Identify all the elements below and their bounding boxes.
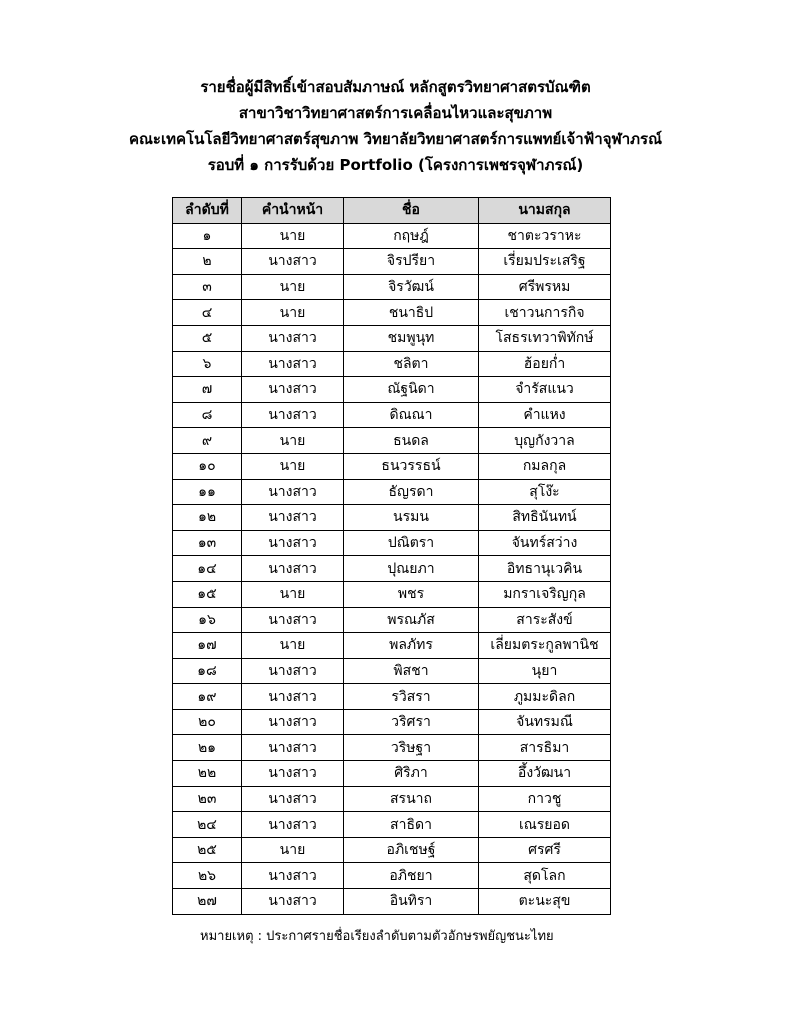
cell-order: ๔ xyxy=(173,300,242,326)
table-row xyxy=(173,709,611,735)
cell-prefix: นางสาว xyxy=(242,863,344,889)
cell-first-name: กฤษฎ์ xyxy=(344,223,479,249)
table-row xyxy=(173,581,611,607)
table-row xyxy=(173,658,611,684)
title-line: รอบที่ ๑ การรับด้วย Portfolio (โครงการเพชรจุฬาภรณ์) xyxy=(207,156,584,174)
cell-prefix: นางสาว xyxy=(242,325,344,351)
cell-order: ๑๓ xyxy=(173,530,242,556)
cell-order: ๑๘ xyxy=(173,658,242,684)
cell-prefix: นาย xyxy=(242,837,344,863)
cell-first-name: ธนดล xyxy=(344,428,479,454)
cell-first-name: อภิชยา xyxy=(344,863,479,889)
cell-order: ๒๗ xyxy=(173,889,242,915)
table-row xyxy=(173,633,611,659)
header-first-name: ชื่อ xyxy=(344,198,479,224)
table-body xyxy=(173,223,611,914)
cell-order: ๒๓ xyxy=(173,786,242,812)
cell-order: ๗ xyxy=(173,377,242,403)
cell-last-name: อิทธานุเวคิน xyxy=(479,556,611,582)
cell-order: ๑๔ xyxy=(173,556,242,582)
cell-order: ๑๖ xyxy=(173,607,242,633)
cell-prefix: นางสาว xyxy=(242,709,344,735)
cell-last-name: กาวชู xyxy=(479,786,611,812)
cell-order: ๑๐ xyxy=(173,453,242,479)
cell-prefix: นางสาว xyxy=(242,556,344,582)
cell-first-name: พลภัทร xyxy=(344,633,479,659)
cell-first-name: วริศรา xyxy=(344,709,479,735)
table-row xyxy=(173,837,611,863)
table-row xyxy=(173,735,611,761)
cell-prefix: นาย xyxy=(242,223,344,249)
table-row xyxy=(173,274,611,300)
cell-last-name: เชาวนการกิจ xyxy=(479,300,611,326)
cell-first-name: ธัญรดา xyxy=(344,479,479,505)
cell-last-name: ศรศรี xyxy=(479,837,611,863)
title-line: คณะเทคโนโลยีวิทยาศาสตร์สุขภาพ วิทยาลัยวิทยาศาสตร์การแพทย์เจ้าฟ้าจุฬาภรณ์ xyxy=(128,130,663,148)
cell-prefix: นางสาว xyxy=(242,786,344,812)
table-row xyxy=(173,889,611,915)
cell-last-name: เลี่ยมตระกูลพานิช xyxy=(479,633,611,659)
cell-prefix: นางสาว xyxy=(242,249,344,275)
footnote: หมายเหตุ : ประกาศรายชื่อเรียงลำดับตามตัวอักษรพยัญชนะไทย xyxy=(200,929,554,944)
cell-first-name: ชลิตา xyxy=(344,351,479,377)
cell-last-name: คำแหง xyxy=(479,402,611,428)
cell-prefix: นาย xyxy=(242,428,344,454)
cell-first-name: จิรวัฒน์ xyxy=(344,274,479,300)
cell-first-name: ชนาธิป xyxy=(344,300,479,326)
cell-last-name: ภูมมะดิลก xyxy=(479,684,611,710)
cell-order: ๒๒ xyxy=(173,761,242,787)
table-header-row xyxy=(173,198,611,224)
cell-prefix: นางสาว xyxy=(242,812,344,838)
cell-first-name: อภิเชษฐ์ xyxy=(344,837,479,863)
cell-order: ๒ xyxy=(173,249,242,275)
cell-prefix: นาย xyxy=(242,300,344,326)
table-row xyxy=(173,812,611,838)
cell-last-name: บุญกังวาล xyxy=(479,428,611,454)
cell-order: ๑๑ xyxy=(173,479,242,505)
table-row xyxy=(173,479,611,505)
cell-first-name: นรมน xyxy=(344,505,479,531)
cell-order: ๕ xyxy=(173,325,242,351)
header-prefix: คำนำหน้า xyxy=(242,198,344,224)
cell-prefix: นาย xyxy=(242,274,344,300)
cell-order: ๑๙ xyxy=(173,684,242,710)
cell-order: ๒๐ xyxy=(173,709,242,735)
cell-prefix: นาย xyxy=(242,633,344,659)
cell-prefix: นางสาว xyxy=(242,607,344,633)
cell-last-name: มกราเจริญกุล xyxy=(479,581,611,607)
cell-last-name: ศรีพรหม xyxy=(479,274,611,300)
cell-prefix: นางสาว xyxy=(242,402,344,428)
cell-prefix: นางสาว xyxy=(242,889,344,915)
header-order: ลำดับที่ xyxy=(173,198,242,224)
cell-first-name: พิสชา xyxy=(344,658,479,684)
cell-order: ๑๕ xyxy=(173,581,242,607)
table-row xyxy=(173,556,611,582)
document-title xyxy=(0,74,791,178)
cell-prefix: นางสาว xyxy=(242,505,344,531)
cell-order: ๑ xyxy=(173,223,242,249)
cell-last-name: อึ้งวัฒนา xyxy=(479,761,611,787)
cell-first-name: ชมพูนุท xyxy=(344,325,479,351)
table-row xyxy=(173,325,611,351)
cell-last-name: กมลกุล xyxy=(479,453,611,479)
table-row xyxy=(173,684,611,710)
cell-prefix: นางสาว xyxy=(242,351,344,377)
header-last-name: นามสกุล xyxy=(479,198,611,224)
candidate-table xyxy=(172,197,611,915)
table-row xyxy=(173,505,611,531)
cell-order: ๒๑ xyxy=(173,735,242,761)
cell-first-name: ปุณยภา xyxy=(344,556,479,582)
cell-first-name: ดิณณา xyxy=(344,402,479,428)
cell-last-name: ฮ้อยก่ำ xyxy=(479,351,611,377)
cell-prefix: นางสาว xyxy=(242,479,344,505)
cell-last-name: ตะนะสุข xyxy=(479,889,611,915)
cell-first-name: ปณิตรา xyxy=(344,530,479,556)
cell-last-name: จันทร์สว่าง xyxy=(479,530,611,556)
table-row xyxy=(173,300,611,326)
table-row xyxy=(173,223,611,249)
cell-last-name: เณรยอด xyxy=(479,812,611,838)
cell-last-name: สาระสังข์ xyxy=(479,607,611,633)
cell-last-name: นุยา xyxy=(479,658,611,684)
cell-last-name: สุดโลก xyxy=(479,863,611,889)
cell-last-name: ชาตะวราหะ xyxy=(479,223,611,249)
cell-first-name: ณัฐนิดา xyxy=(344,377,479,403)
table-row xyxy=(173,428,611,454)
title-line: สาขาวิชาวิทยาศาสตร์การเคลื่อนไหวและสุขภาพ xyxy=(238,104,553,122)
cell-last-name: สุโง๊ะ xyxy=(479,479,611,505)
table-row xyxy=(173,761,611,787)
cell-order: ๖ xyxy=(173,351,242,377)
table-row xyxy=(173,607,611,633)
cell-prefix: นาย xyxy=(242,581,344,607)
cell-prefix: นางสาว xyxy=(242,735,344,761)
cell-prefix: นางสาว xyxy=(242,761,344,787)
cell-first-name: ธนวรรธน์ xyxy=(344,453,479,479)
cell-last-name: จันทรมณี xyxy=(479,709,611,735)
cell-first-name: พชร xyxy=(344,581,479,607)
cell-prefix: นางสาว xyxy=(242,530,344,556)
cell-order: ๘ xyxy=(173,402,242,428)
cell-first-name: จิรปรียา xyxy=(344,249,479,275)
table-row xyxy=(173,453,611,479)
cell-order: ๙ xyxy=(173,428,242,454)
cell-last-name: สิทธินันทน์ xyxy=(479,505,611,531)
cell-order: ๒๖ xyxy=(173,863,242,889)
cell-order: ๑๒ xyxy=(173,505,242,531)
cell-first-name: ศิริภา xyxy=(344,761,479,787)
cell-first-name: วริษฐา xyxy=(344,735,479,761)
title-line: รายชื่อผู้มีสิทธิ์เข้าสอบสัมภาษณ์ หลักสูตรวิทยาศาสตรบัณฑิต xyxy=(200,78,591,96)
cell-last-name: เรี่ยมประเสริฐ xyxy=(479,249,611,275)
table-row xyxy=(173,249,611,275)
table-row xyxy=(173,863,611,889)
cell-prefix: นางสาว xyxy=(242,658,344,684)
cell-first-name: รวิสรา xyxy=(344,684,479,710)
table-row xyxy=(173,351,611,377)
table-row xyxy=(173,377,611,403)
cell-last-name: สารธิมา xyxy=(479,735,611,761)
cell-order: ๑๗ xyxy=(173,633,242,659)
cell-last-name: โสธรเทวาพิทักษ์ xyxy=(479,325,611,351)
cell-order: ๒๔ xyxy=(173,812,242,838)
cell-prefix: นาย xyxy=(242,453,344,479)
cell-prefix: นางสาว xyxy=(242,684,344,710)
cell-order: ๒๕ xyxy=(173,837,242,863)
table-row xyxy=(173,402,611,428)
cell-first-name: อินทิรา xyxy=(344,889,479,915)
cell-first-name: สรนาถ xyxy=(344,786,479,812)
cell-prefix: นางสาว xyxy=(242,377,344,403)
cell-last-name: จำรัสแนว xyxy=(479,377,611,403)
cell-first-name: พรณภัส xyxy=(344,607,479,633)
table-row xyxy=(173,530,611,556)
table-row xyxy=(173,786,611,812)
cell-first-name: สาธิดา xyxy=(344,812,479,838)
cell-order: ๓ xyxy=(173,274,242,300)
